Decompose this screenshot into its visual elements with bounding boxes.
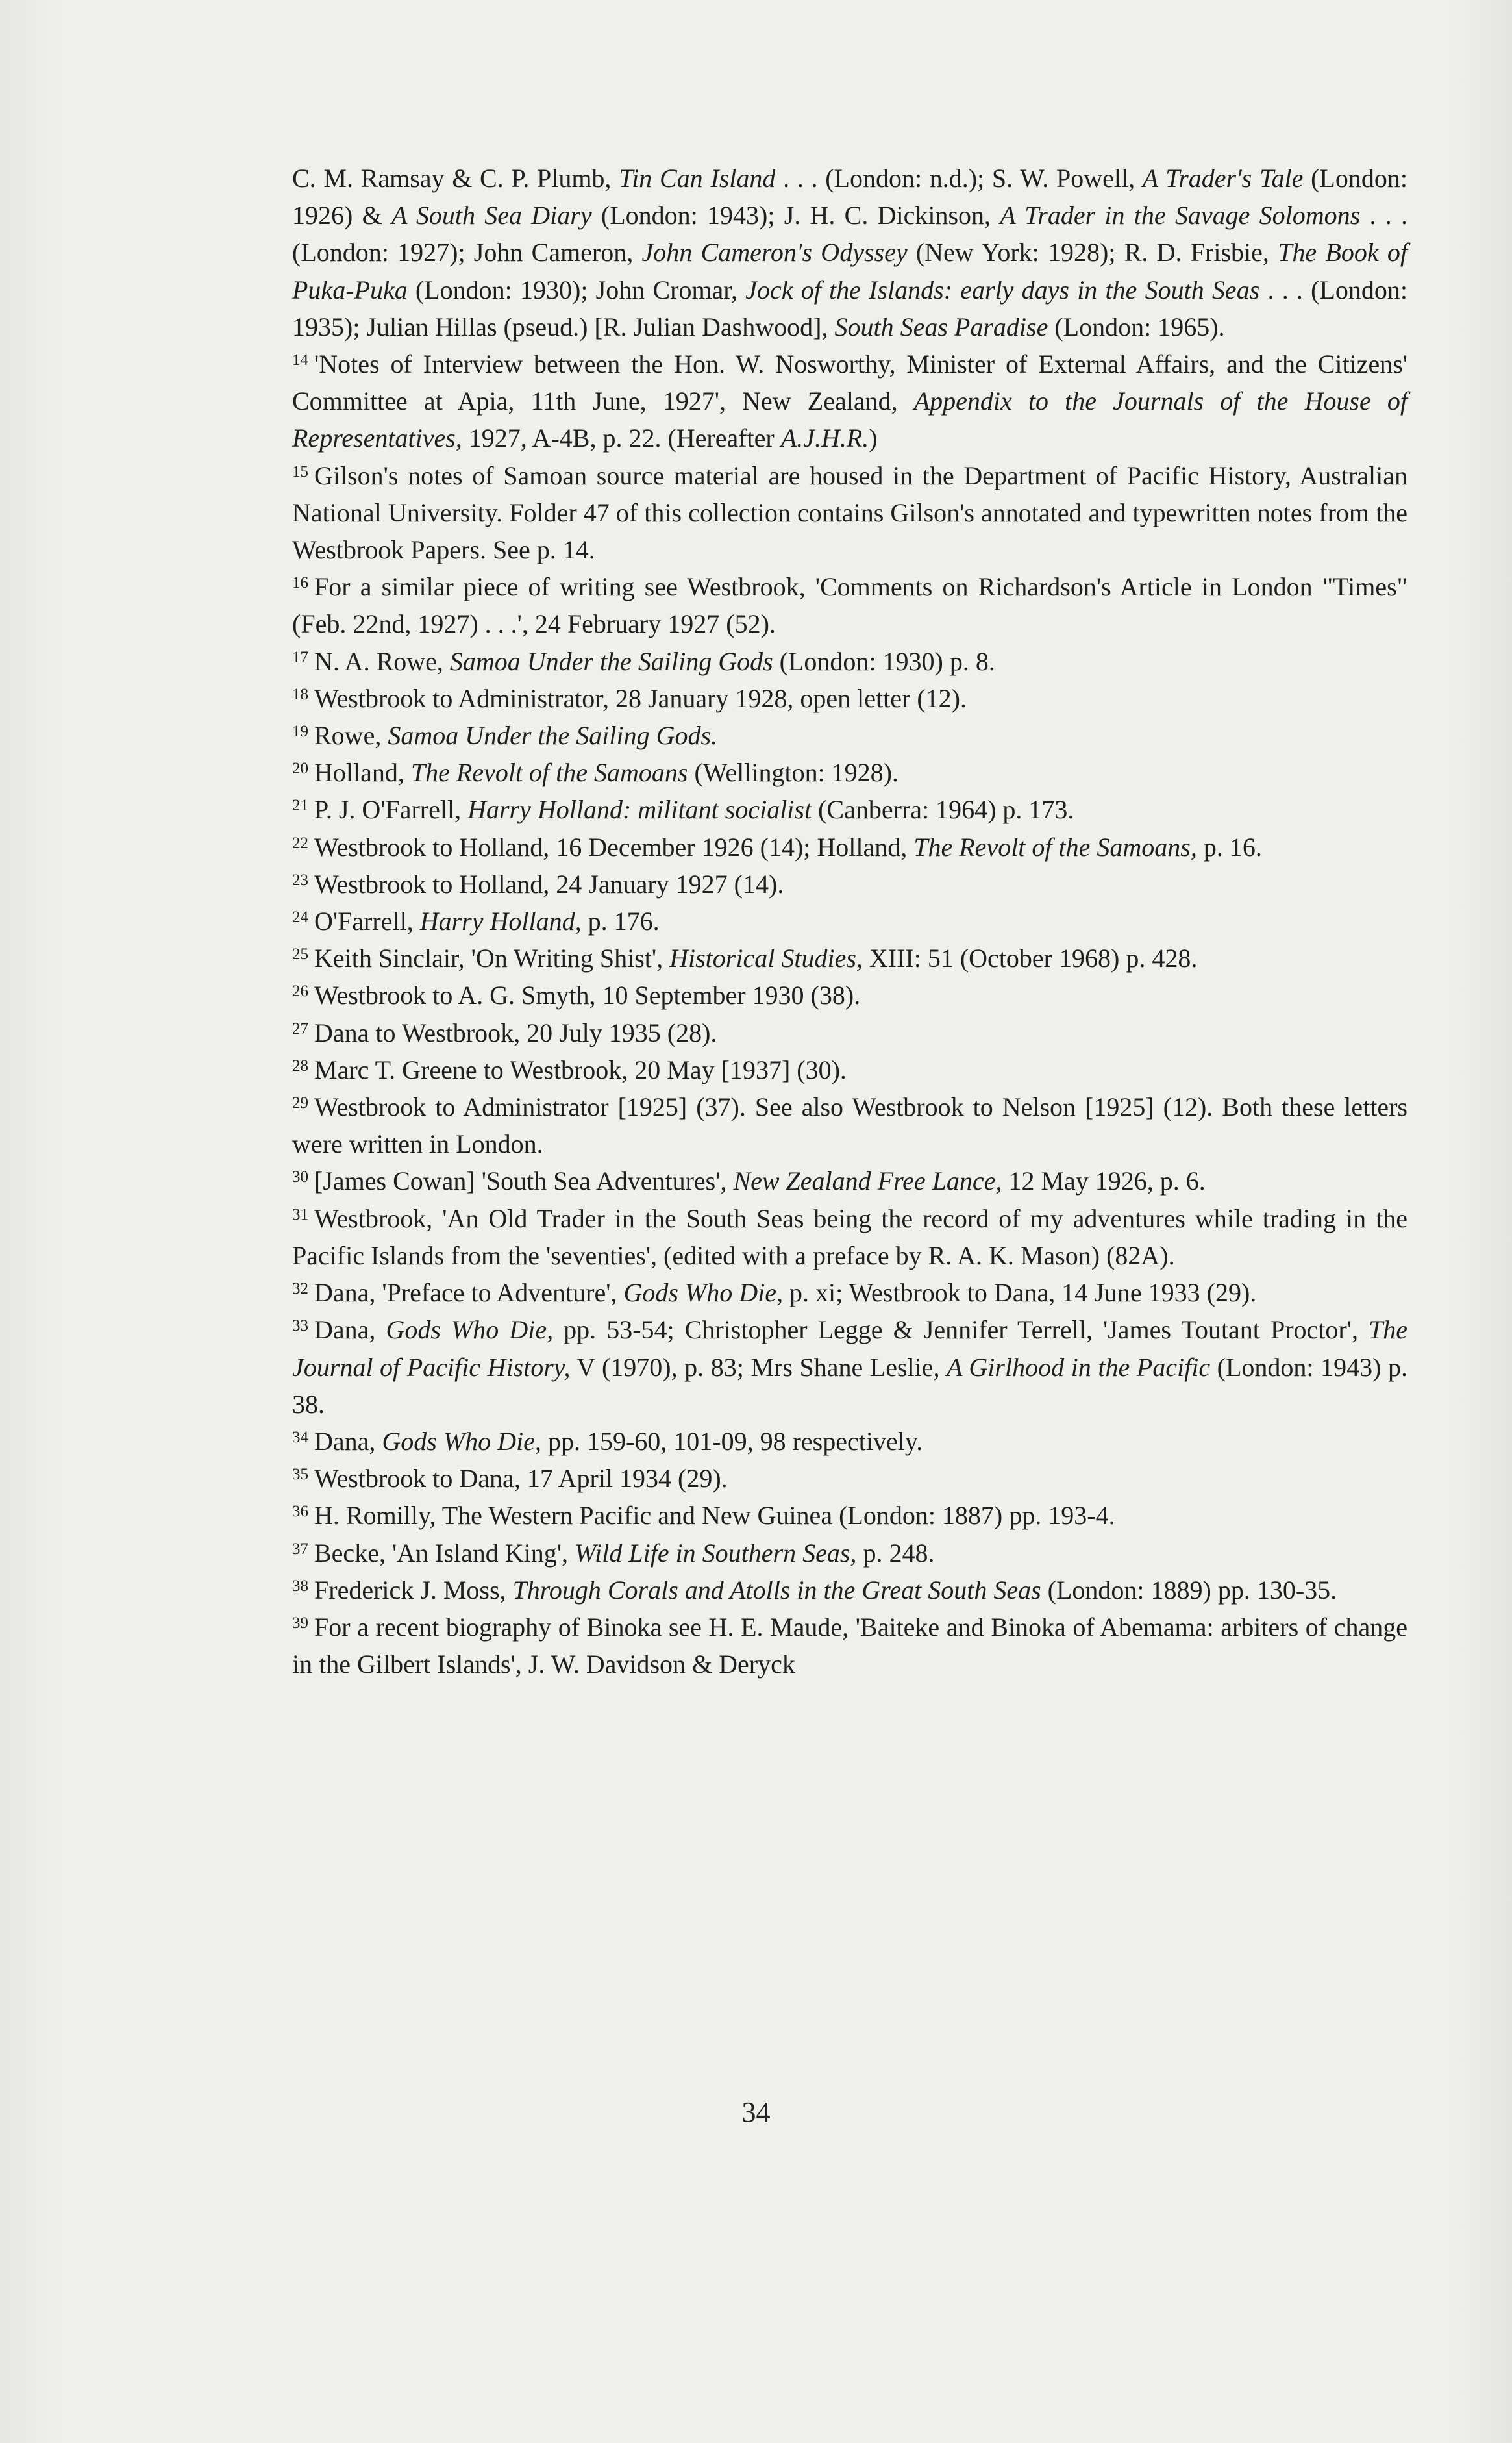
footnote-continued [292,160,1407,345]
footnote-text: Dana, 'Preface to Adventure', [314,1278,624,1308]
footnote-number: 27 [292,1020,308,1038]
footnote-text: p. xi; Westbrook to Dana, 14 June 1933 (29). [782,1278,1257,1308]
footnote-text: O'Farrell, [314,907,420,936]
title-italic: Gods Who Die, [382,1426,541,1456]
title-italic: New Zealand Free Lance, [733,1166,1002,1196]
footnote-text: N. A. Rowe, [314,646,450,676]
footnote-text: Marc T. Greene to Westbrook, 20 May [1937] (30). [314,1055,847,1084]
footnote-number: 31 [292,1205,308,1223]
footnote-text: . . . (London: n.d.); S. W. Powell, [775,164,1143,193]
footnote-20 [292,754,1407,791]
footnote-text: Rowe, [314,721,388,751]
title-italic: A South Sea Diary [391,201,592,231]
title-italic: Historical Studies, [669,944,863,973]
footnote-number: 23 [292,871,308,889]
title-italic: A Trader in the Savage Solomons [1000,201,1361,231]
footnote-text: (Canberra: 1964) p. 173. [812,795,1074,825]
footnote-text: Westbrook to Holland, 24 January 1927 (14). [314,869,784,899]
title-italic: Jock of the Islands: early days in the South Seas [745,275,1260,305]
title-italic: A Trader's Tale [1142,164,1304,193]
footnote-number: 19 [292,723,308,741]
footnote-text: (New York: 1928); R. D. Frisbie, [907,238,1278,268]
footnote-number: 15 [292,462,308,481]
footnote-number: 37 [292,1540,308,1558]
footnote-text: (London: 1930) p. 8. [773,646,995,676]
footnote-text: Westbrook to Dana, 17 April 1934 (29). [314,1464,728,1494]
title-italic: Appendix to the Journals of the House of Representatives, [292,386,1407,453]
footnote-text: (London: 1930); John Cromar, [407,275,746,305]
page-number: 34 [741,2096,771,2128]
footnote-text: [James Cowan] 'South Sea Adventures', [314,1166,734,1196]
footnote-text: Frederick J. Moss, [314,1575,513,1605]
footnote-text: (London: 1943); J. H. C. Dickinson, [591,201,1000,231]
footnote-number: 24 [292,908,308,927]
footnote-text: Westbrook to Administrator [1925] (37). See also Westbrook to Nelson [1925] (12). Both these letters were written in London. [292,1092,1407,1159]
footnote-number: 22 [292,834,308,852]
footnote-28 [292,1051,1407,1088]
footnote-number: 17 [292,648,308,666]
footnote-text: 12 May 1926, p. 6. [1002,1166,1206,1196]
title-italic: The Revolt of the Samoans, [913,832,1197,862]
footnote-number: 26 [292,983,308,1001]
footnote-26 [292,977,1407,1014]
footnote-text: p. 16. [1196,832,1262,862]
footnote-16 [292,568,1407,642]
title-italic: Samoa Under the Sailing Gods. [388,721,718,751]
title-italic: The Journal of Pacific History, [292,1315,1407,1382]
footnote-number: 16 [292,574,308,592]
footnote-number: 29 [292,1094,308,1112]
footnote-text: H. Romilly, The Western Pacific and New Guinea (London: 1887) pp. 193-4. [314,1501,1115,1531]
footnote-19 [292,717,1407,754]
footnote-text: P. J. O'Farrell, [314,795,468,825]
footnote-text: (London: 1965). [1048,312,1225,342]
title-italic: Gods Who Die, [386,1315,554,1345]
title-italic: John Cameron's Odyssey [641,238,908,268]
footnote-25 [292,940,1407,977]
footnote-23 [292,866,1407,903]
footnote-text: Dana to Westbrook, 20 July 1935 (28). [314,1018,717,1047]
footnote-17 [292,643,1407,680]
footnote-number: 30 [292,1168,308,1186]
footnote-text: p. 248. [856,1538,935,1568]
footnote-32 [292,1274,1407,1311]
footnote-text: p. 176. [581,907,660,936]
footnote-text: pp. 53-54; Christopher Legge & Jennifer Terrell, 'James Toutant Proctor', [553,1315,1369,1345]
title-italic: Gods Who Die, [623,1278,783,1308]
footnote-text: Dana, [314,1426,382,1456]
footnote-30 [292,1162,1407,1199]
footnote-text: Holland, [314,758,411,788]
footnote-text: Westbrook, 'An Old Trader in the South Seas being the record of my adventures while trading in the Pacific Islands from the 'seventies', (edited with a preface by R. A. K. Mason) (82A). [292,1203,1407,1270]
footnote-text: (London: 1926) & [292,164,1407,231]
footnote-35 [292,1460,1407,1497]
title-italic: Samoa Under the Sailing Gods [449,646,773,676]
title-italic: Tin Can Island [619,164,776,193]
footnote-text: (London: 1889) pp. 130-35. [1041,1575,1337,1605]
footnote-15 [292,457,1407,569]
footnote-number: 21 [292,797,308,815]
footnote-number: 36 [292,1503,308,1521]
footnote-text: XIII: 51 (October 1968) p. 428. [862,944,1198,973]
footnote-text: Becke, 'An Island King', [314,1538,575,1568]
footnote-text: pp. 159-60, 101-09, 98 respectively. [541,1426,923,1456]
footnote-33 [292,1311,1407,1423]
title-italic: A.J.H.R. [780,423,869,453]
footnote-text: (London: 1943) p. 38. [292,1352,1408,1419]
footnote-text: For a similar piece of writing see Westbrook, 'Comments on Richardson's Article in London "Times" (Feb. 22nd, 1927) . . .', 24 February 1927 (52). [292,572,1407,639]
footnote-31 [292,1200,1407,1274]
footnote-text: Westbrook to A. G. Smyth, 10 September 1930 (38). [314,981,861,1010]
footnote-21 [292,791,1407,828]
footnotes-list [292,160,1407,1683]
footnote-text: Dana, [314,1315,386,1345]
footnote-number: 28 [292,1057,308,1075]
title-italic: Through Corals and Atolls in the Great South Seas [512,1575,1041,1605]
footnote-22 [292,829,1407,866]
footnote-37 [292,1535,1407,1572]
title-italic: Harry Holland, [419,907,582,936]
footnote-34 [292,1423,1407,1460]
footnote-text: Westbrook to Holland, 16 December 1926 (14); Holland, [314,832,914,862]
footnote-24 [292,903,1407,940]
footnote-text: For a recent biography of Binoka see H. E. Maude, 'Baiteke and Binoka of Abemama: arbiters of change in the Gilbert Islands', J. W. Davidson & Deryck [292,1612,1407,1679]
footnote-number: 33 [292,1317,308,1335]
footnote-text: 'Notes of Interview between the Hon. W. Nosworthy, Minister of External Affairs, and the Citizens' Committee at Apia, 11th June, 1927', New Zealand, [292,349,1407,416]
footnote-text: Gilson's notes of Samoan source material are housed in the Department of Pacific History, Australian National University. Folder 47 of this collection contains Gilson's annotated and typewritten notes from the Westbrook Papers. See p. 14. [292,460,1407,565]
title-italic: South Seas Paradise [834,312,1048,342]
footnote-text: C. M. Ramsay & C. P. Plumb, [292,164,619,193]
footnote-text: V (1970), p. 83; Mrs Shane Leslie, [570,1352,947,1382]
footnote-number: 18 [292,685,308,703]
footnote-39 [292,1609,1407,1683]
footnote-29 [292,1088,1407,1162]
footnote-number: 34 [292,1428,308,1446]
footnote-number: 32 [292,1280,308,1298]
title-italic: A Girlhood in the Pacific [947,1352,1211,1382]
title-italic: Wild Life in Southern Seas, [575,1538,857,1568]
footnote-number: 20 [292,760,308,778]
footnote-number: 25 [292,946,308,964]
title-italic: The Book of Puka-Puka [292,238,1407,305]
footnote-number: 39 [292,1614,308,1632]
footnote-18 [292,680,1407,717]
footnote-number: 38 [292,1577,308,1595]
footnote-14 [292,345,1407,457]
footnote-text: . . . (London: 1927); John Cameron, [292,201,1408,268]
footnote-text: (Wellington: 1928). [688,758,899,788]
title-italic: The Revolt of the Samoans [410,758,688,788]
footnote-text: Westbrook to Administrator, 28 January 1928, open letter (12). [314,683,967,713]
footnote-text: ) [869,423,878,453]
footnote-text: 1927, A-4B, p. 22. (Hereafter [462,423,781,453]
footnote-number: 14 [292,351,308,370]
footnote-text: . . . (London: 1935); Julian Hillas (pseud.) [R. Julian Dashwood], [292,275,1408,342]
title-italic: Harry Holland: militant socialist [467,795,812,825]
footnote-text: Keith Sinclair, 'On Writing Shist', [314,944,670,973]
footnote-38 [292,1572,1407,1609]
footnote-number: 35 [292,1466,308,1484]
footnote-36 [292,1497,1407,1534]
footnote-27 [292,1014,1407,1051]
